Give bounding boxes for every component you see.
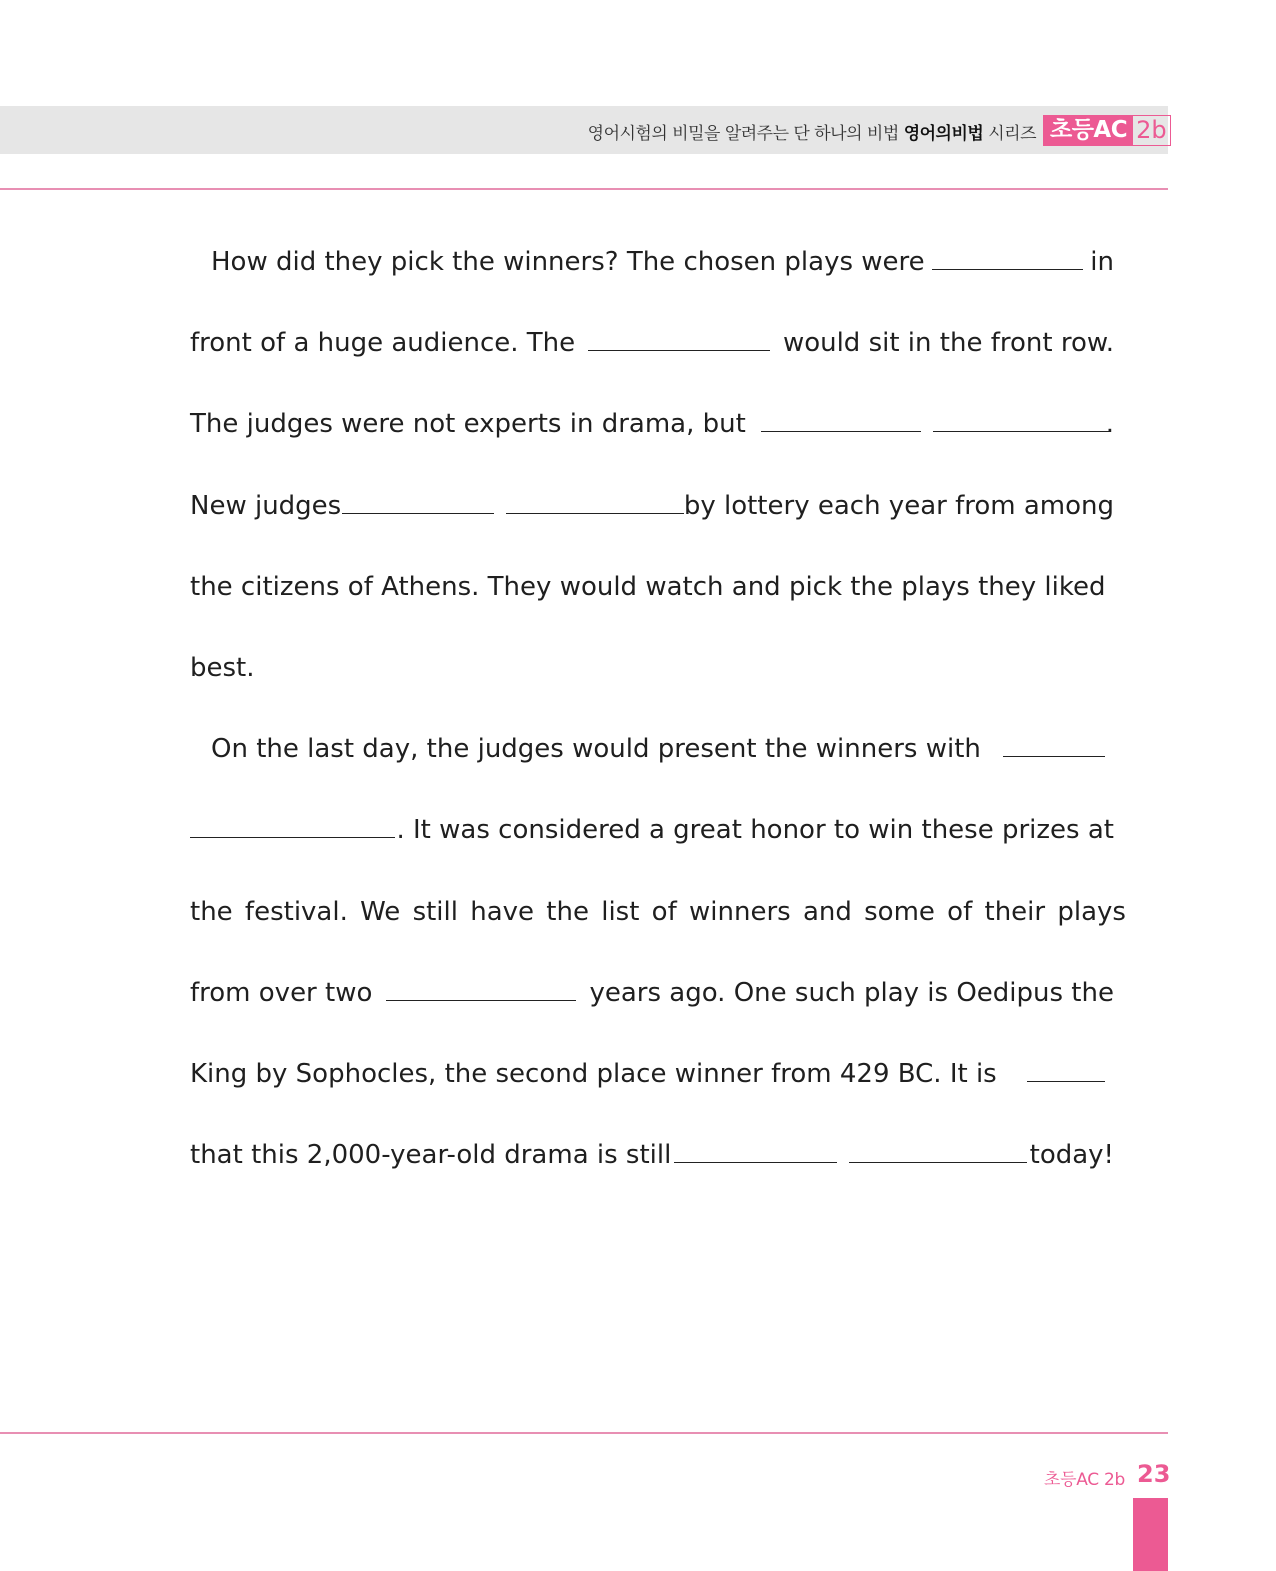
text-segment: that this 2,000-year-old drama is still — [190, 1140, 672, 1171]
answer-blank[interactable] — [1003, 736, 1105, 757]
text-segment: by lottery each year from among — [683, 490, 1114, 521]
blank-group — [342, 493, 684, 514]
text-segment: from over two — [190, 977, 373, 1008]
text-segment: New judges — [190, 490, 342, 521]
answer-blank[interactable] — [932, 249, 1083, 270]
text-segment: On the last day, the judges would present the winners with — [211, 734, 981, 765]
text-segment: the festival. We still have the list of winners and some of their plays — [190, 896, 1126, 927]
answer-blank[interactable] — [849, 1142, 1027, 1163]
passage-line — [190, 1115, 1114, 1196]
top-divider — [0, 188, 1168, 190]
text-segment: best. — [190, 652, 255, 683]
text-segment: front of a huge audience. The — [190, 328, 576, 359]
passage-line — [190, 547, 1114, 628]
tagline-text: 영어시험의 비밀을 알려주는 단 하나의 비법 — [587, 124, 899, 144]
answer-blank[interactable] — [588, 330, 770, 351]
passage-line — [190, 872, 1126, 953]
text-segment: King by Sophocles, the second place winner from 429 BC. It is — [190, 1058, 997, 1089]
text-segment: How did they pick the winners? The chosen plays were — [211, 247, 925, 277]
answer-blank[interactable] — [1027, 1061, 1105, 1082]
answer-blank[interactable] — [674, 1142, 837, 1163]
answer-blank[interactable] — [506, 493, 684, 514]
passage-line — [190, 384, 1114, 465]
passage-line — [190, 628, 1114, 709]
text-segment: . It was considered a great honor to win these prizes at — [396, 815, 1114, 846]
badge-main: 초등AC — [1043, 115, 1133, 146]
passage-line — [190, 709, 1114, 790]
text-segment: would sit in the front row. — [782, 328, 1114, 359]
header-tagline — [588, 119, 1036, 144]
passage-line — [190, 1034, 1114, 1115]
series-badge — [1043, 115, 1171, 146]
bottom-divider — [0, 1432, 1168, 1434]
blank-group — [674, 1142, 1027, 1163]
answer-blank[interactable] — [386, 980, 576, 1001]
text-segment: the citizens of Athens. They would watch and pick the plays they liked — [190, 571, 1106, 602]
brand-name: 영어의비법 — [903, 124, 984, 144]
passage-line — [190, 953, 1114, 1034]
passage-line — [190, 303, 1114, 384]
passage-line — [190, 222, 1114, 303]
footer-series: 초등AC 2b — [1044, 1470, 1125, 1490]
series-word: 시리즈 — [988, 124, 1036, 144]
passage-line — [190, 466, 1114, 547]
answer-blank[interactable] — [342, 493, 494, 514]
text-segment: years ago. One such play is Oedipus the — [589, 977, 1114, 1008]
blank-group — [761, 411, 1109, 432]
answer-blank[interactable] — [190, 817, 395, 838]
page-number: 23 — [1137, 1460, 1171, 1488]
passage — [190, 222, 1126, 1196]
text-segment: in — [1090, 247, 1114, 277]
page-tab — [1133, 1498, 1168, 1571]
answer-blank[interactable] — [761, 411, 921, 432]
text-segment: The judges were not experts in drama, but — [190, 409, 746, 440]
badge-sub: 2b — [1133, 115, 1171, 146]
text-segment: today! — [1029, 1140, 1114, 1171]
answer-blank[interactable] — [933, 411, 1109, 432]
text-segment: . — [1105, 409, 1114, 440]
passage-line — [190, 790, 1114, 871]
